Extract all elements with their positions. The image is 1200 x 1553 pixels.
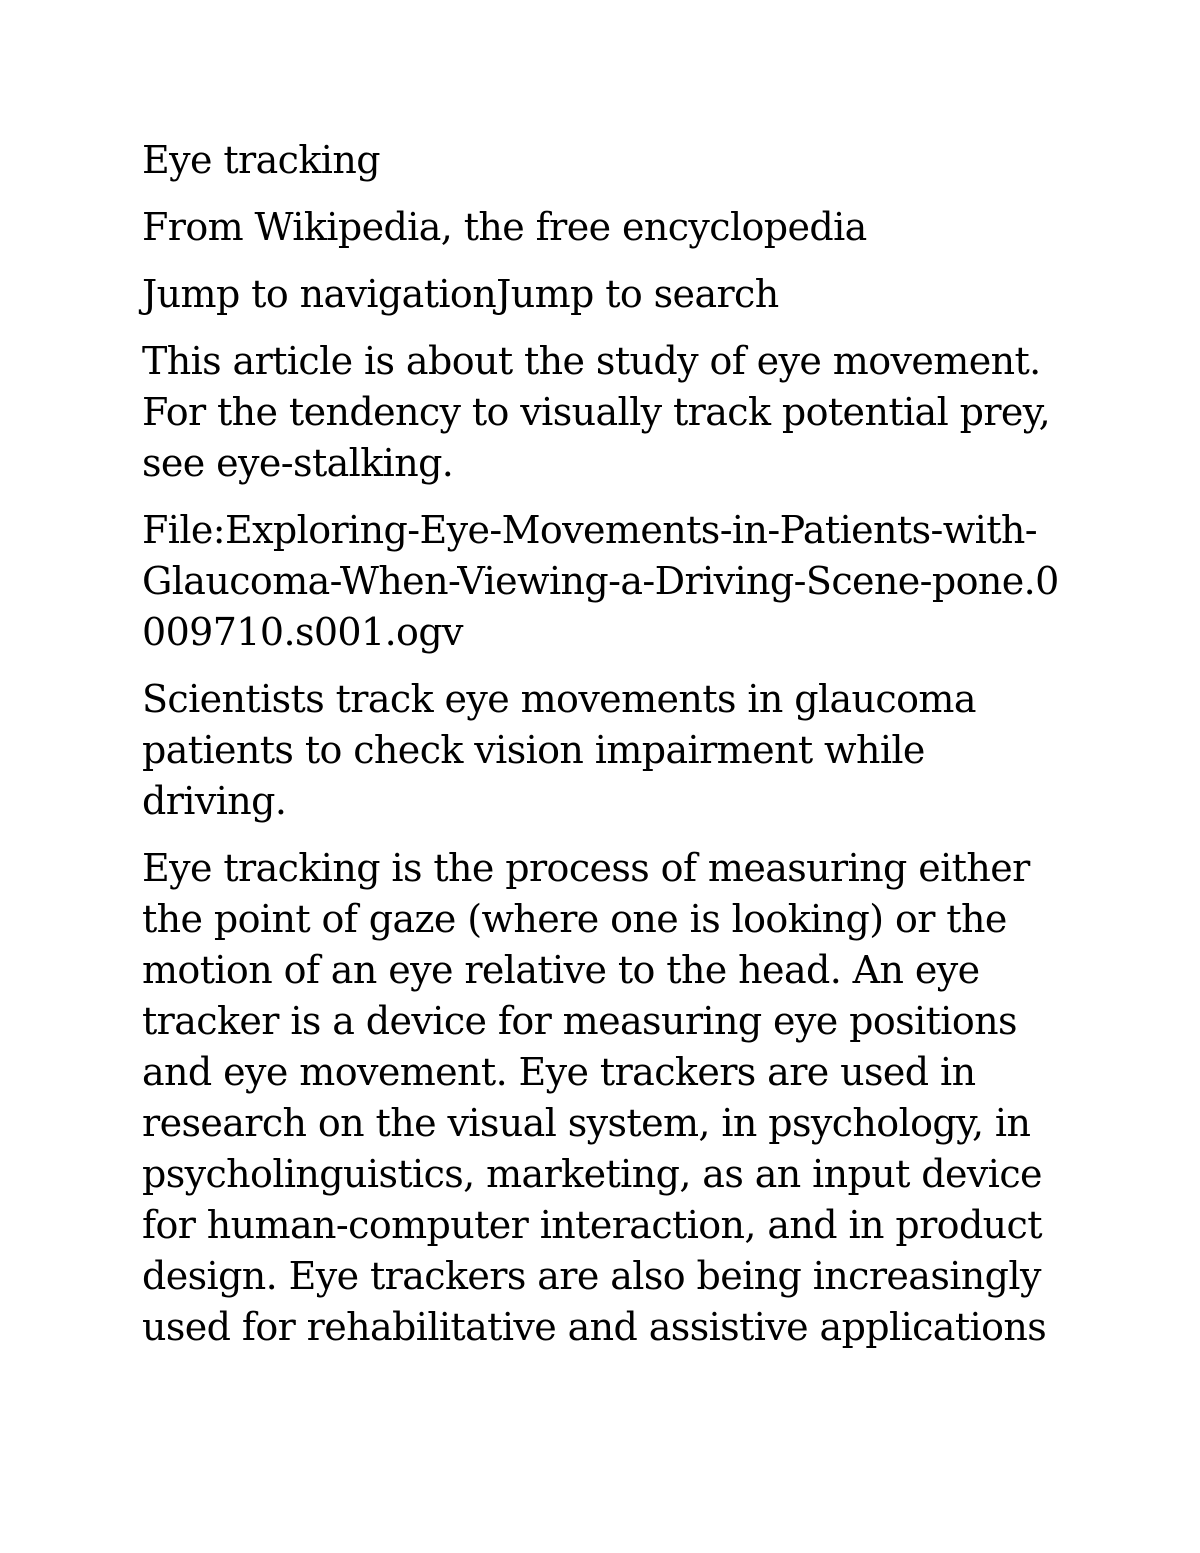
body-paragraph: Eye tracking is the process of measuring either the point of gaze (where one is looking) or the motion of an eye relative to the head. An eye tracker is a device for measuring eye positions and eye movement. Eye trackers are used in research on the visual system, in psychology, in psycholinguistics, marketing, as an input device for human-computer interaction, and in product design. Eye trackers are also being increasingly used for rehabilitative and assistive applications: [142, 846, 1047, 1349]
page-title: Eye tracking: [142, 138, 380, 182]
hatnote: This article is about the study of eye movement. For the tendency to visually track potential prey, see eye-stalking.: [142, 339, 1051, 485]
page-subtitle: From Wikipedia, the free encyclopedia: [142, 205, 867, 249]
jump-links: Jump to navigationJump to search: [142, 272, 779, 316]
document-page: [142, 135, 1062, 1369]
media-caption: Scientists track eye movements in glaucoma patients to check vision impairment while driving.: [142, 677, 976, 823]
file-name: File:Exploring-Eye-Movements-in-Patients-with-Glaucoma-When-Viewing-a-Driving-Scene-pone.0009710.s001.ogv: [142, 508, 1059, 654]
